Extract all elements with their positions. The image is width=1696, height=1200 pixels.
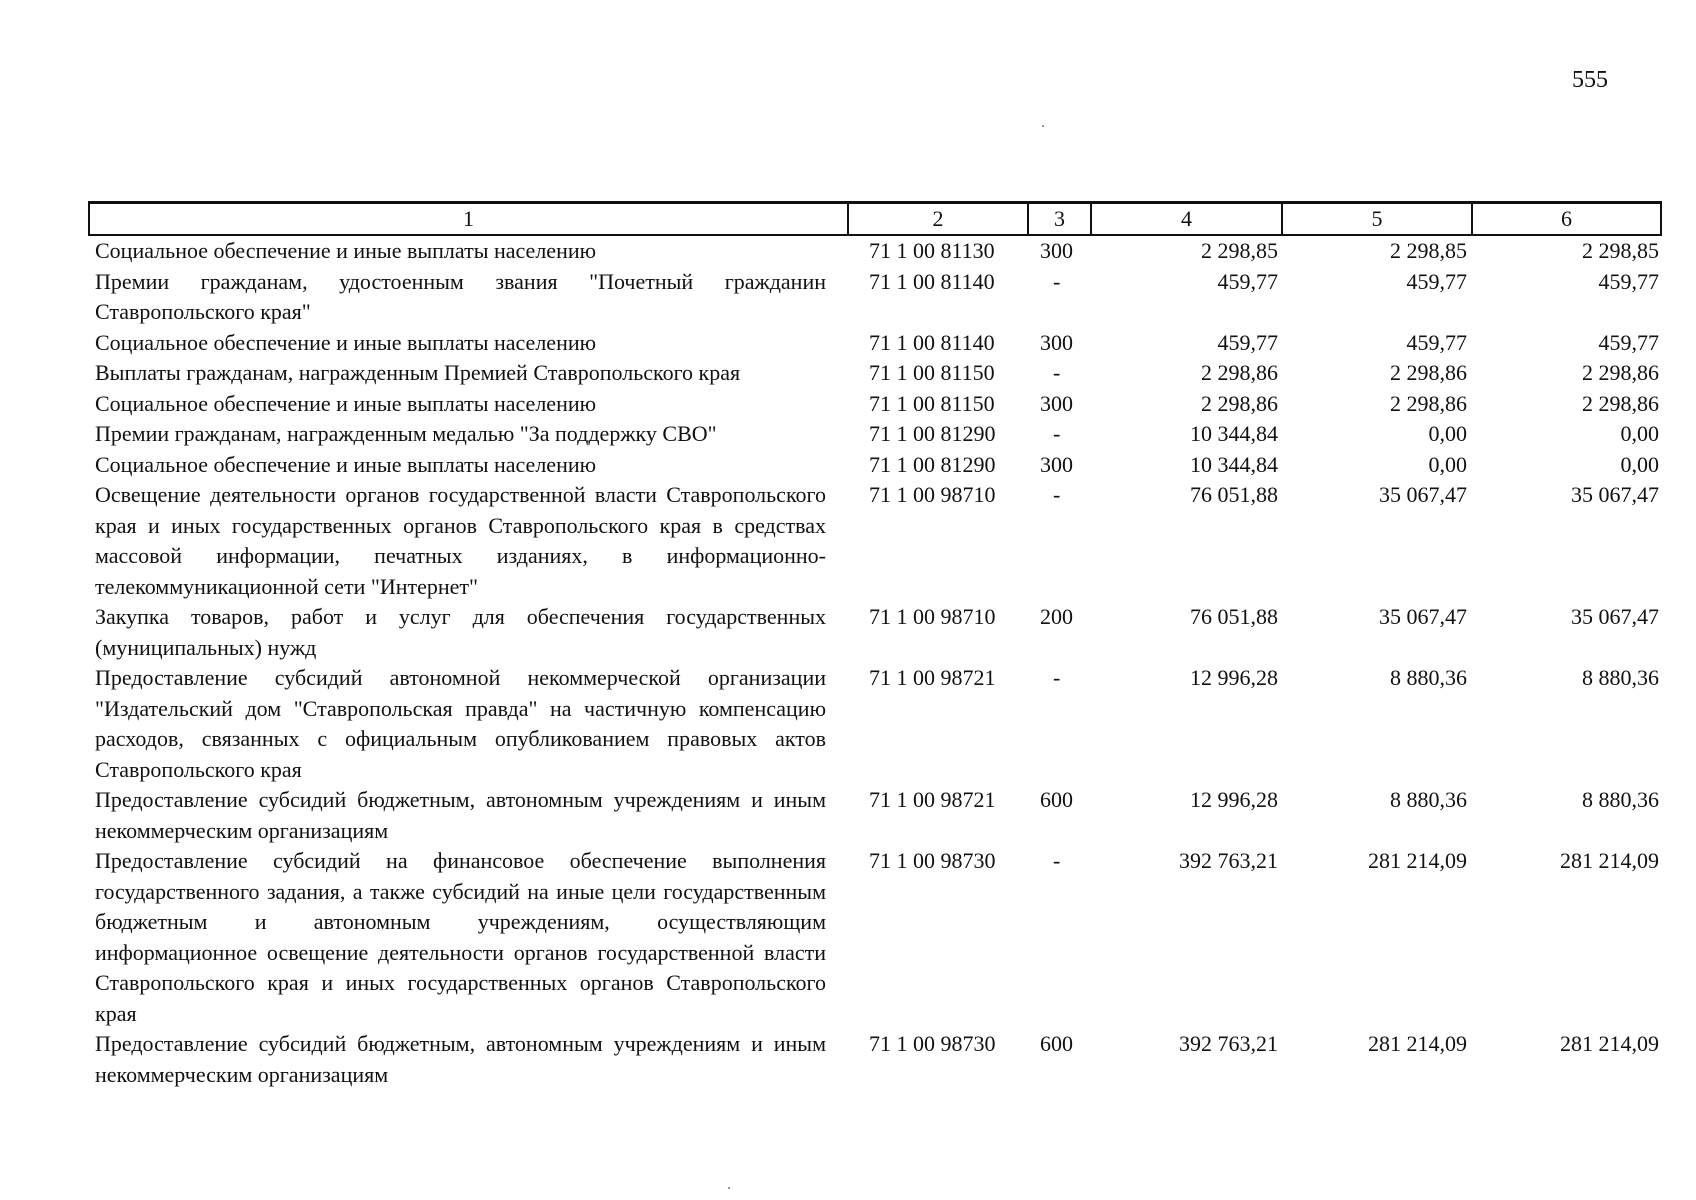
scan-speck <box>728 1187 730 1189</box>
table-header <box>89 203 1661 236</box>
row-name: Предоставление субсидий на финансовое обеспечение выполнения государственного задания, а также субсидий на иные цели государственным бюджетным и автономным учреждениям, осуществляющим информационное освещение деятельности органов государственной власти Ставропольского края и иных государственных органов Ставропольского края <box>95 848 826 1026</box>
budget-table <box>88 201 1662 1090</box>
row-code: 71 1 00 98710 <box>869 604 996 629</box>
table-row <box>89 389 1661 420</box>
row-name: Социальное обеспечение и иные выплаты населению <box>95 238 597 263</box>
row-code: 71 1 00 81140 <box>869 268 995 294</box>
row-amount-5: 459,77 <box>1406 329 1467 355</box>
row-amount-6: 2 298,85 <box>1582 238 1659 263</box>
row-code: 71 1 00 81290 <box>869 421 996 446</box>
column-header: 4 <box>1091 203 1282 236</box>
scan-speck <box>1042 125 1044 127</box>
row-amount-4: 2 298,86 <box>1201 360 1278 385</box>
row-name: Закупка товаров, работ и услуг для обеспечения государственных (муниципальных) нужд <box>95 604 826 660</box>
row-amount-4: 10 344,84 <box>1190 421 1278 446</box>
table-row <box>89 358 1661 389</box>
row-name: Предоставление субсидий автономной некоммерческой организации "Издательский дом "Ставропольская правда" на частичную компенсацию расходов, связанных с официальным опубликованием правовых актов Ставропольского края <box>95 665 826 782</box>
table-row <box>89 846 1661 1029</box>
row-amount-5: 281 214,09 <box>1368 1031 1467 1056</box>
table-body <box>89 235 1661 1090</box>
row-name: Социальное обеспечение и иные выплаты населению <box>95 329 597 355</box>
table-row <box>89 235 1661 267</box>
column-header: 3 <box>1028 203 1091 236</box>
table-row <box>89 602 1661 663</box>
row-amount-4: 10 344,84 <box>1190 451 1278 477</box>
table-row <box>89 1029 1661 1090</box>
row-code: 71 1 00 81140 <box>869 329 995 355</box>
table-row <box>89 419 1661 450</box>
row-amount-5: 459,77 <box>1406 268 1467 294</box>
table-row <box>89 785 1661 846</box>
column-header: 2 <box>848 203 1028 236</box>
row-amount-6: 459,77 <box>1598 329 1659 355</box>
row-expense-type: - <box>1053 665 1061 690</box>
row-name: Премии гражданам, награжденным медалью "За поддержку СВО" <box>95 421 717 446</box>
row-amount-4: 12 996,28 <box>1190 787 1278 812</box>
row-amount-5: 2 298,86 <box>1390 390 1467 416</box>
row-expense-type: 200 <box>1040 604 1073 629</box>
column-header: 1 <box>89 203 848 236</box>
row-code: 71 1 00 81290 <box>869 451 996 477</box>
row-amount-5: 8 880,36 <box>1390 787 1467 812</box>
row-code: 71 1 00 98730 <box>869 1031 996 1056</box>
row-amount-5: 2 298,86 <box>1390 360 1467 385</box>
row-code: 71 1 00 81150 <box>869 360 995 385</box>
row-amount-6: 2 298,86 <box>1582 390 1659 416</box>
row-amount-4: 2 298,86 <box>1201 390 1278 416</box>
row-expense-type: 300 <box>1040 451 1073 477</box>
row-amount-6: 8 880,36 <box>1582 787 1659 812</box>
row-amount-4: 459,77 <box>1217 268 1278 294</box>
row-expense-type: - <box>1053 268 1061 294</box>
row-amount-5: 0,00 <box>1428 421 1467 446</box>
row-name: Предоставление субсидий бюджетным, автономным учреждениям и иным некоммерческим организациям <box>95 787 826 843</box>
row-name: Предоставление субсидий бюджетным, автономным учреждениям и иным некоммерческим организациям <box>95 1031 826 1087</box>
row-amount-6: 0,00 <box>1620 421 1659 446</box>
row-amount-5: 35 067,47 <box>1379 604 1467 629</box>
row-name: Выплаты гражданам, награжденным Премией Ставропольского края <box>95 360 741 385</box>
row-amount-6: 281 214,09 <box>1560 1031 1659 1056</box>
row-expense-type: 300 <box>1040 329 1073 355</box>
row-code: 71 1 00 98730 <box>869 848 996 873</box>
row-expense-type: - <box>1053 360 1061 385</box>
row-code: 71 1 00 98721 <box>869 665 996 690</box>
header-row <box>89 203 1661 236</box>
row-amount-4: 76 051,88 <box>1190 482 1278 507</box>
table-row <box>89 480 1661 602</box>
row-amount-5: 8 880,36 <box>1390 665 1467 690</box>
row-amount-4: 392 763,21 <box>1179 1031 1278 1056</box>
row-amount-4: 12 996,28 <box>1190 665 1278 690</box>
row-name: Социальное обеспечение и иные выплаты населению <box>95 451 597 477</box>
row-amount-4: 76 051,88 <box>1190 604 1278 629</box>
row-name: Социальное обеспечение и иные выплаты населению <box>95 390 597 416</box>
row-amount-5: 35 067,47 <box>1379 482 1467 507</box>
row-amount-4: 2 298,85 <box>1201 238 1278 263</box>
table-row <box>89 328 1661 359</box>
row-expense-type: - <box>1053 848 1061 873</box>
column-header: 6 <box>1472 203 1661 236</box>
row-amount-5: 2 298,85 <box>1390 238 1467 263</box>
row-name: Премии гражданам, удостоенным звания "Почетный гражданин Ставропольского края" <box>95 268 826 324</box>
row-code: 71 1 00 98721 <box>869 787 996 812</box>
column-header: 5 <box>1282 203 1472 236</box>
row-expense-type: 300 <box>1040 238 1073 263</box>
page-number: 555 <box>1572 67 1608 93</box>
row-amount-6: 35 067,47 <box>1571 482 1659 507</box>
row-expense-type: 600 <box>1040 787 1073 812</box>
row-code: 71 1 00 81130 <box>869 238 995 263</box>
row-amount-5: 0,00 <box>1428 451 1467 477</box>
row-amount-6: 2 298,86 <box>1582 360 1659 385</box>
table-row <box>89 450 1661 481</box>
table-row <box>89 267 1661 328</box>
row-name: Освещение деятельности органов государственной власти Ставропольского края и иных государственных органов Ставропольского края в средствах массовой информации, печатных изданиях, в информационно-телекоммуникационной сети "Интернет" <box>95 482 826 599</box>
row-code: 71 1 00 98710 <box>869 482 996 507</box>
row-amount-5: 281 214,09 <box>1368 848 1467 873</box>
row-amount-6: 459,77 <box>1598 268 1659 294</box>
row-expense-type: 600 <box>1040 1031 1073 1056</box>
row-amount-4: 459,77 <box>1217 329 1278 355</box>
row-amount-4: 392 763,21 <box>1179 848 1278 873</box>
row-expense-type: 300 <box>1040 390 1073 416</box>
row-code: 71 1 00 81150 <box>869 390 995 416</box>
row-amount-6: 0,00 <box>1620 451 1659 477</box>
table-row <box>89 663 1661 785</box>
row-amount-6: 8 880,36 <box>1582 665 1659 690</box>
row-expense-type: - <box>1053 421 1061 446</box>
row-amount-6: 281 214,09 <box>1560 848 1659 873</box>
row-amount-6: 35 067,47 <box>1571 604 1659 629</box>
row-expense-type: - <box>1053 482 1061 507</box>
